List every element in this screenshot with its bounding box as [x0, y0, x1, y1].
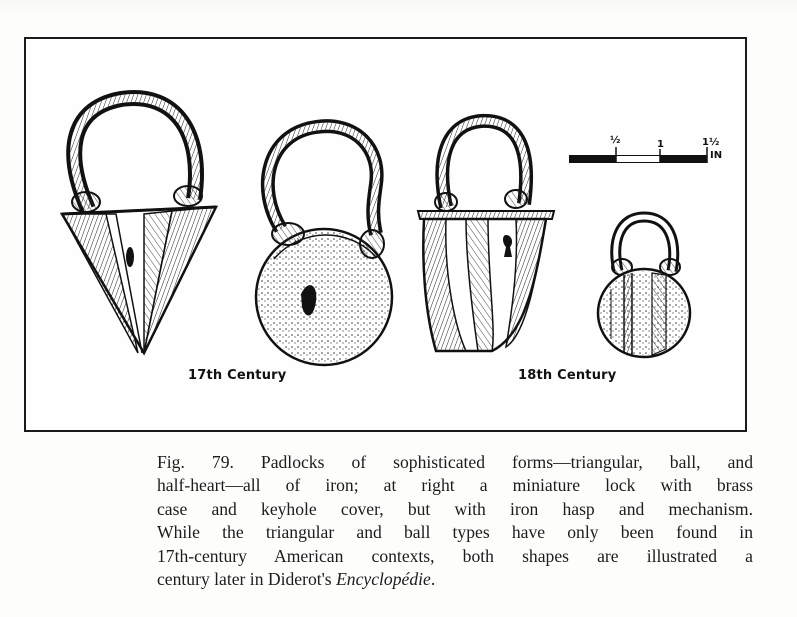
caption-last-prefix: century later in Diderot's [157, 569, 337, 590]
eighteenth-century-label: 18th Century [518, 368, 617, 383]
padlocks-illustration [26, 39, 745, 430]
caption-line: half-heart—all of iron; at right a miniature lock with brass [157, 475, 753, 496]
scale-unit-label: IN [710, 150, 723, 161]
caption-last-line [157, 568, 753, 591]
scale-half-label: ½ [610, 135, 621, 146]
caption-line: Fig. 79. Padlocks of sophisticated forms—triangular, ball, and [157, 452, 753, 472]
scale-one-label: 1 [657, 139, 664, 150]
caption-last-suffix: . [430, 569, 436, 590]
caption-line: While the triangular and ball types have only been found in [157, 522, 753, 543]
triangular-padlock-icon [62, 98, 216, 353]
scale-one-half-label: 1½ [702, 137, 720, 148]
ball-padlock-icon [256, 126, 392, 365]
caption-line: case and keyhole cover, but with iron hasp and mechanism. [157, 498, 753, 519]
figure-caption [157, 451, 753, 591]
encyclopedie-title: Encyclopédie [336, 569, 431, 590]
half-heart-padlock-icon [418, 121, 554, 351]
seventeenth-century-label: 17th Century [188, 368, 287, 383]
caption-line: 17th-century American contexts, both shapes are illustrated a [157, 545, 753, 566]
figure-frame [24, 37, 747, 432]
scale-bar-icon [569, 147, 707, 163]
miniature-padlock-icon [598, 217, 690, 357]
